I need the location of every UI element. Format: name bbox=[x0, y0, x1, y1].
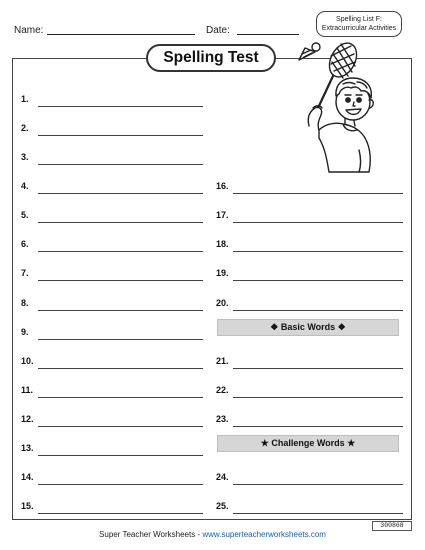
answer-line[interactable] bbox=[38, 339, 203, 340]
item-number: 14. bbox=[21, 472, 34, 482]
item-number: 8. bbox=[21, 298, 29, 308]
answer-line[interactable] bbox=[233, 397, 403, 398]
answer-row bbox=[21, 501, 206, 515]
answer-line[interactable] bbox=[233, 280, 403, 281]
answer-row bbox=[216, 210, 401, 224]
answer-row bbox=[216, 239, 401, 253]
answer-line[interactable] bbox=[233, 222, 403, 223]
answer-line[interactable] bbox=[38, 164, 203, 165]
answer-line[interactable] bbox=[38, 426, 203, 427]
item-number: 4. bbox=[21, 181, 29, 191]
answer-row bbox=[21, 298, 206, 312]
answer-line[interactable] bbox=[233, 426, 403, 427]
spelling-list-topic: Extracurricular Activities bbox=[321, 25, 397, 32]
answer-row bbox=[21, 327, 206, 341]
item-number: 22. bbox=[216, 385, 229, 395]
basic-words-header: ❖ Basic Words ❖ bbox=[217, 319, 399, 336]
shuttlecock-icon bbox=[299, 43, 320, 60]
answer-line[interactable] bbox=[233, 310, 403, 311]
answer-row bbox=[21, 181, 206, 195]
item-number: 7. bbox=[21, 268, 29, 278]
page-title: Spelling Test bbox=[146, 44, 276, 72]
answer-line[interactable] bbox=[38, 222, 203, 223]
item-number: 11. bbox=[21, 385, 34, 395]
answer-line[interactable] bbox=[38, 368, 203, 369]
item-number: 17. bbox=[216, 210, 229, 220]
answer-row bbox=[21, 152, 206, 166]
item-number: 24. bbox=[216, 472, 229, 482]
answer-row bbox=[216, 385, 401, 399]
answer-line[interactable] bbox=[38, 310, 203, 311]
item-number: 16. bbox=[216, 181, 229, 191]
answer-line[interactable] bbox=[233, 513, 403, 514]
footer-url-link[interactable]: www.superteacherworksheets.com bbox=[202, 530, 326, 539]
answer-line[interactable] bbox=[38, 455, 203, 456]
answer-line[interactable] bbox=[38, 484, 203, 485]
item-number: 9. bbox=[21, 327, 29, 337]
answer-row bbox=[216, 181, 401, 195]
item-number: 23. bbox=[216, 414, 229, 424]
answer-row bbox=[21, 472, 206, 486]
date-label: Date: bbox=[206, 25, 230, 36]
name-label: Name: bbox=[14, 25, 44, 36]
answer-row bbox=[21, 239, 206, 253]
answer-line[interactable] bbox=[233, 484, 403, 485]
item-number: 19. bbox=[216, 268, 229, 278]
item-number: 21. bbox=[216, 356, 229, 366]
answer-row bbox=[216, 356, 401, 370]
answer-row bbox=[216, 298, 401, 312]
item-number: 13. bbox=[21, 443, 34, 453]
answer-line[interactable] bbox=[38, 193, 203, 194]
footer bbox=[0, 530, 425, 539]
answer-row bbox=[216, 501, 401, 515]
answer-row bbox=[21, 443, 206, 457]
answer-line[interactable] bbox=[233, 251, 403, 252]
answer-row bbox=[21, 268, 206, 282]
answer-line[interactable] bbox=[38, 106, 203, 107]
item-number: 6. bbox=[21, 239, 29, 249]
footer-brand: Super Teacher Worksheets bbox=[99, 530, 196, 539]
name-field[interactable] bbox=[47, 34, 195, 35]
answer-row bbox=[216, 268, 401, 282]
item-number: 1. bbox=[21, 94, 29, 104]
item-number: 2. bbox=[21, 123, 29, 133]
item-number: 12. bbox=[21, 414, 34, 424]
answer-line[interactable] bbox=[233, 368, 403, 369]
worksheet-code: 300868 bbox=[372, 521, 412, 531]
item-number: 25. bbox=[216, 501, 229, 511]
answer-row bbox=[216, 414, 401, 428]
answer-line[interactable] bbox=[38, 280, 203, 281]
answer-line[interactable] bbox=[38, 135, 203, 136]
answer-row bbox=[21, 356, 206, 370]
item-number: 3. bbox=[21, 152, 29, 162]
item-number: 10. bbox=[21, 356, 34, 366]
item-number: 15. bbox=[21, 501, 34, 511]
item-number: 5. bbox=[21, 210, 29, 220]
answer-row bbox=[21, 123, 206, 137]
item-number: 18. bbox=[216, 239, 229, 249]
answer-row bbox=[21, 210, 206, 224]
answer-line[interactable] bbox=[38, 513, 203, 514]
answer-row bbox=[21, 385, 206, 399]
footer-separator: - bbox=[195, 530, 203, 539]
answer-line[interactable] bbox=[38, 251, 203, 252]
answer-row bbox=[21, 94, 206, 108]
date-field[interactable] bbox=[237, 34, 299, 35]
item-number: 20. bbox=[216, 298, 229, 308]
answer-row bbox=[21, 414, 206, 428]
answer-line[interactable] bbox=[233, 193, 403, 194]
spelling-list-number: Spelling List F: bbox=[336, 16, 382, 23]
answer-line[interactable] bbox=[38, 397, 203, 398]
challenge-words-header: ★ Challenge Words ★ bbox=[217, 435, 399, 452]
badminton-player-illustration bbox=[285, 38, 390, 176]
answer-row bbox=[216, 472, 401, 486]
spelling-list-badge bbox=[316, 11, 402, 37]
